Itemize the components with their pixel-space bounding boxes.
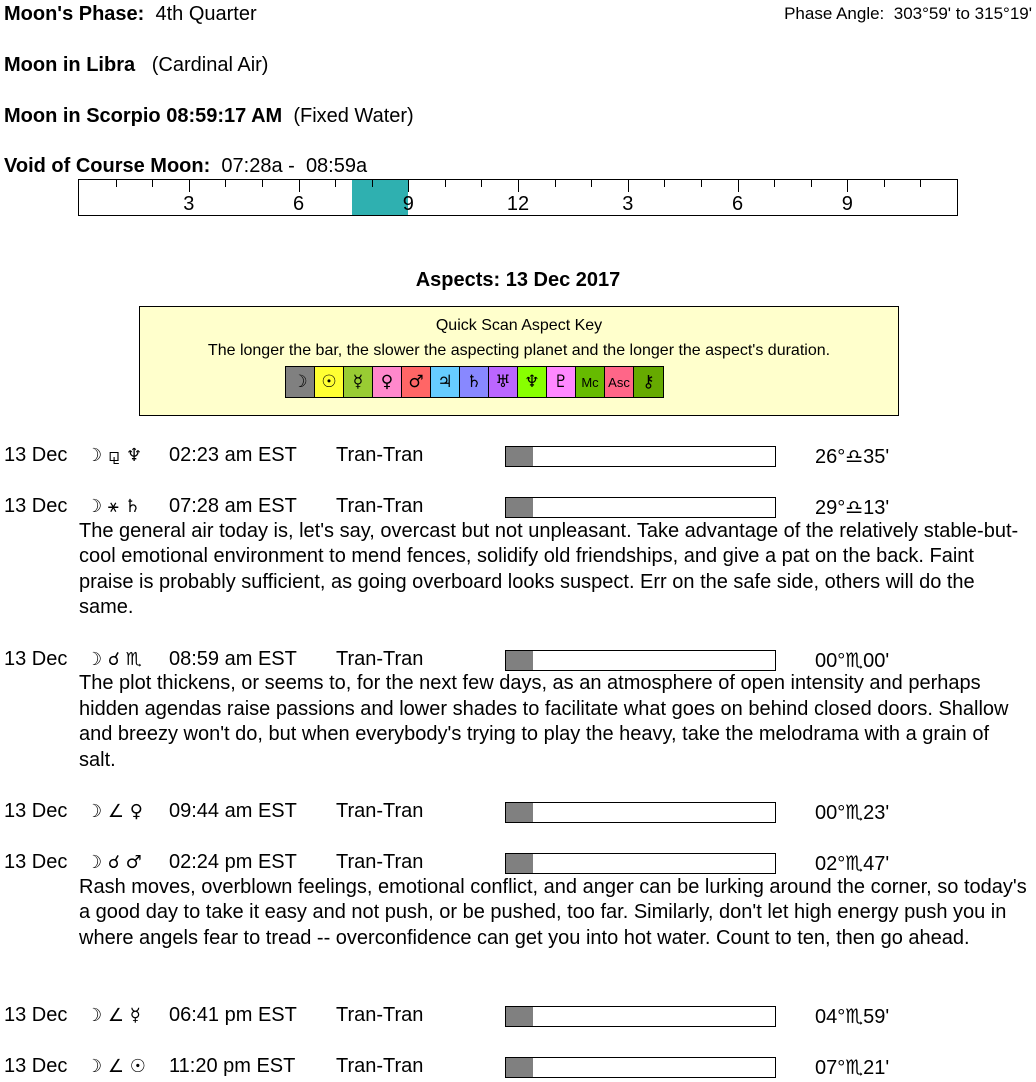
timeline-hour-label: 3 [622,193,634,215]
moon-sign-2-label: Moon in Scorpio 08:59:17 AM [4,105,283,127]
aspect-date: 13 Dec [4,800,68,822]
timeline-tick [774,180,775,187]
timeline-tick [445,180,446,187]
aspect-time: 11:20 pm EST [169,1054,296,1077]
aspect-time: 07:28 am EST [169,495,297,517]
timeline-tick [591,180,592,187]
aspect-duration-fill [506,803,533,822]
aspect-duration-fill [506,498,533,517]
aspect-symbols: ☽ ⚹ ♄ [86,496,141,517]
moon-sign-1-label: Moon in Libra [4,54,136,76]
aspect-duration-bar [505,650,776,671]
key-swatch-saturn-icon: ♄ [460,367,489,397]
key-swatch-sun-icon: ☉ [315,367,344,397]
aspect-duration-bar [505,802,776,823]
timeline-hour-label: 12 [506,193,530,215]
timeline-tick [408,180,409,192]
voc-end: 08:59a [305,155,368,177]
timeline-tick [262,180,263,187]
phase-angle-label: Phase Angle: [784,4,885,23]
aspect-duration-fill [506,1007,533,1026]
aspect-duration-bar [505,1057,776,1078]
aspect-time: 08:59 am EST [169,647,297,670]
timeline-tick [335,180,336,187]
timeline-hour-label: 9 [402,193,414,215]
timeline-tick [847,180,848,192]
aspect-date: 13 Dec [4,1054,68,1077]
timeline-tick [116,180,117,187]
aspect-type: Tran-Tran [336,1054,424,1077]
moon-phase-line [4,3,257,26]
timeline-tick [225,180,226,187]
moon-sign-line-2 [4,105,414,128]
aspect-duration-fill [506,854,533,873]
aspect-degree: 26°♎35' [815,446,890,468]
timeline-tick [152,180,153,187]
aspect-symbols: ☽ ∠ ♀ [86,801,143,822]
aspect-duration-fill [506,651,533,670]
aspect-type: Tran-Tran [336,800,424,822]
aspect-duration-bar [505,497,776,518]
aspect-time: 02:24 pm EST [169,851,297,873]
aspect-date: 13 Dec [4,495,68,517]
timeline-tick [481,180,482,187]
aspect-type: Tran-Tran [336,647,424,670]
aspect-symbols: ☽ ∠ ☉ [86,1055,146,1077]
aspect-symbols: ☽ ☌ ♂ [86,852,142,873]
key-swatch-mars-icon: ♂ [402,367,431,397]
aspect-key-box [139,306,899,416]
key-swatch-pluto-icon: ♇ [547,367,576,397]
key-swatch-mercury-icon: ☿ [344,367,373,397]
aspect-degree: 07°♏21' [815,1056,890,1079]
key-swatch-ascendant-icon: Asc [605,367,634,397]
timeline-tick [555,180,556,187]
aspect-date: 13 Dec [4,1003,68,1026]
timeline-tick [664,180,665,187]
aspect-interpretation: The plot thickens, or seems to, for the next few days, as an atmosphere of open intensity and perhaps hidden agendas raise passions and lower shades to facilitate what goes on behind closed doors. Shallow and breezy won't do, but when everybody's trying to play the heavy, take the melodrama with a grain of salt. [79,672,1009,771]
aspect-degree: 29°♎13' [815,497,890,519]
timeline-tick [299,180,300,192]
aspect-symbols: ☽ ∠ ☿ [86,1004,141,1026]
voc-timeline [78,179,958,216]
timeline-hour-label: 3 [183,193,195,215]
key-swatch-venus-icon: ♀ [373,367,402,397]
key-swatch-chiron-icon: ⚷ [634,367,663,397]
aspect-time: 09:44 am EST [169,800,297,822]
voc-start: 07:28a [221,155,283,177]
aspect-date: 13 Dec [4,444,68,466]
key-swatch-jupiter-icon: ♃ [431,367,460,397]
aspect-duration-bar [505,1006,776,1027]
key-title: Quick Scan Aspect Key [435,317,603,334]
key-swatch-uranus-icon: ♅ [489,367,518,397]
timeline-tick [920,180,921,187]
key-description: The longer the bar, the slower the aspecting planet and the longer the aspect's duration. [207,342,831,359]
aspect-type: Tran-Tran [336,444,424,466]
aspect-degree: 00°♏00' [815,649,890,672]
key-swatch-midheaven-icon: Mc [576,367,605,397]
aspect-duration-fill [506,447,533,466]
aspect-date: 13 Dec [4,851,68,873]
aspect-duration-fill [506,1058,533,1077]
key-swatch-moon-icon: ☽ [286,367,315,397]
voc-line [4,155,367,178]
moon-phase-label: Moon's Phase: [4,3,145,25]
phase-angle-value: 303°59' to 315°19' [893,4,1032,23]
aspect-time: 02:23 am EST [169,444,297,466]
timeline-tick [518,180,519,192]
timeline-tick [811,180,812,187]
moon-phase-value: 4th Quarter [155,3,257,25]
aspect-interpretation: Rash moves, overblown feelings, emotional conflict, and anger can be lurking around the corner, so today's a good day to take it easy and not push, or be pushed, too far. Similarly, don't let high energy push you in where angels fear to tread -- overconfidence can get you into hot water. Count to ten, then go ahead. [79,875,1027,949]
voc-label: Void of Course Moon: [4,155,211,177]
aspect-symbols: ☽ ☌ ♏ [86,648,142,670]
timeline-tick [701,180,702,187]
aspect-type: Tran-Tran [336,1003,424,1026]
timeline-tick [372,180,373,187]
aspect-time: 06:41 pm EST [169,1003,297,1026]
voc-highlight [352,180,407,215]
aspect-duration-bar [505,853,776,874]
timeline-tick [189,180,190,192]
key-swatch-neptune-icon: ♆ [518,367,547,397]
moon-sign-2-element: (Fixed Water) [293,105,414,127]
timeline-tick [738,180,739,192]
aspect-symbols: ☽ ⚼ ♆ [86,445,143,466]
aspect-degree: 04°♏59' [815,1005,890,1028]
moon-sign-1-element: (Cardinal Air) [151,54,269,76]
aspects-title: Aspects: 13 Dec 2017 [415,269,621,291]
aspect-degree: 02°♏47' [815,853,890,875]
timeline-hour-label: 9 [841,193,853,215]
aspect-degree: 00°♏23' [815,802,890,824]
key-swatches [285,366,664,398]
timeline-tick [884,180,885,187]
aspect-interpretation: The general air today is, let's say, overcast but not unpleasant. Take advantage of the relatively stable-but-cool emotional environment to mend fences, solidify old friendships, and give a pat on the back. Faint praise is probably sufficient, as going overboard looks suspect. Err on the safe side, others will do the same. [79,519,1019,618]
timeline-hour-label: 6 [731,193,744,215]
timeline-hour-label: 6 [292,193,305,215]
aspect-duration-bar [505,446,776,467]
aspect-type: Tran-Tran [336,851,424,873]
aspect-type: Tran-Tran [336,495,424,517]
voc-separator: - [288,155,295,177]
moon-sign-line-1 [4,54,268,77]
timeline-tick [628,180,629,192]
phase-angle-line [784,4,1032,24]
aspect-date: 13 Dec [4,647,68,670]
